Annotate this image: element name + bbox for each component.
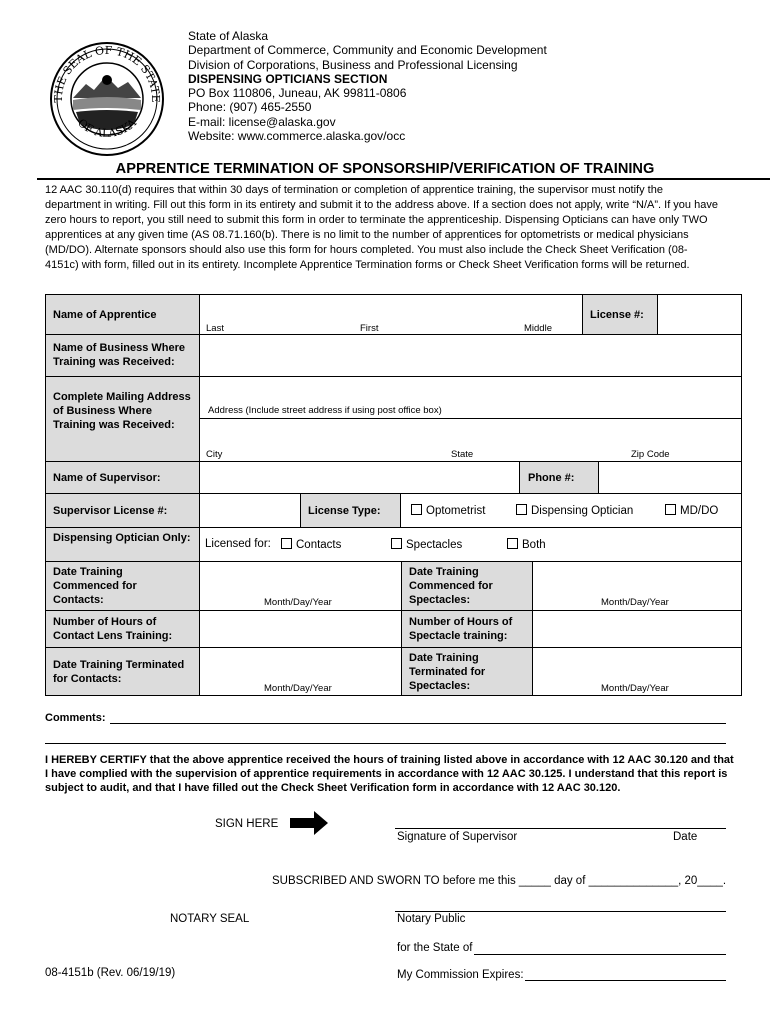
supervisor-label: Name of Supervisor: bbox=[53, 472, 161, 484]
licensed-for-label: Licensed for: bbox=[205, 538, 271, 550]
apprentice-name-field[interactable] bbox=[199, 294, 583, 335]
for-state-label: for the State of bbox=[397, 942, 473, 954]
header-line: Department of Commerce, Community and Economic Development bbox=[188, 43, 547, 58]
date-contacts-label-cell bbox=[45, 561, 200, 611]
sup-license-label: Supervisor License #: bbox=[53, 505, 168, 517]
licensed-for-options bbox=[199, 527, 742, 562]
contact-line: Website: www.commerce.alaska.gov/occ bbox=[188, 129, 406, 144]
date-spectacles-field[interactable] bbox=[532, 561, 742, 611]
mdy-hint: Month/Day/Year bbox=[264, 597, 332, 608]
contacts-label: Contacts bbox=[296, 539, 342, 551]
mdy-hint: Month/Day/Year bbox=[601, 683, 669, 694]
mailing-label: Complete Mailing Address of Business Where Training was Received: bbox=[53, 391, 191, 431]
form-number: 08-4151b (Rev. 06/19/19) bbox=[45, 967, 176, 979]
spectacles-checkbox[interactable] bbox=[391, 538, 462, 551]
both-checkbox[interactable] bbox=[507, 538, 546, 551]
hours-contacts-field[interactable] bbox=[199, 610, 402, 648]
address-hint: Address (Include street address if using post office box) bbox=[208, 405, 442, 416]
mailing-label-cell bbox=[45, 376, 200, 462]
state-seal-logo bbox=[48, 40, 166, 158]
phone-label: Phone #: bbox=[528, 472, 575, 484]
hours-contacts-label-cell bbox=[45, 610, 200, 648]
disp-label-cell bbox=[45, 527, 200, 562]
title-rule bbox=[37, 178, 770, 180]
license-no-label-cell bbox=[582, 294, 658, 335]
header-line: Division of Corporations, Business and Professional Licensing bbox=[188, 57, 518, 72]
commission-label: My Commission Expires: bbox=[397, 969, 524, 981]
apprentice-label-cell bbox=[45, 294, 200, 335]
notary-signature-line[interactable] bbox=[395, 911, 726, 912]
supervisor-signature-line[interactable] bbox=[395, 828, 726, 829]
city-hint: City bbox=[206, 449, 223, 460]
form-title: APPRENTICE TERMINATION OF SPONSORSHIP/VERIFICATION OF TRAINING bbox=[115, 161, 655, 177]
last-name-hint: Last bbox=[206, 323, 224, 334]
supervisor-label-cell bbox=[45, 461, 200, 494]
business-name-field[interactable] bbox=[199, 334, 742, 377]
contacts-checkbox[interactable] bbox=[281, 538, 341, 551]
contact-line: Phone: (907) 465-2550 bbox=[188, 100, 312, 115]
zip-hint: Zip Code bbox=[631, 449, 670, 460]
sworn-statement: SUBSCRIBED AND SWORN TO before me this _____ day of ______________, 20____. bbox=[272, 875, 727, 887]
hours-spectacles-label: Number of Hours of Spectacle training: bbox=[409, 616, 513, 642]
date-contacts-label: Date Training Commenced for Contacts: bbox=[53, 566, 137, 606]
mdy-hint: Month/Day/Year bbox=[264, 683, 332, 694]
comments-line-2[interactable] bbox=[45, 743, 726, 744]
term-contacts-field[interactable] bbox=[199, 647, 402, 696]
contact-line: PO Box 110806, Juneau, AK 99811-0806 bbox=[188, 86, 407, 101]
term-spectacles-label: Date Training Terminated for Spectacles: bbox=[409, 652, 486, 692]
notary-seal-label: NOTARY SEAL bbox=[170, 913, 250, 925]
arrow-right-icon bbox=[290, 811, 330, 835]
contact-line: E-mail: license@alaska.gov bbox=[188, 114, 336, 129]
apprentice-license-field[interactable] bbox=[657, 294, 742, 335]
hours-contacts-label: Number of Hours of Contact Lens Training: bbox=[53, 616, 173, 642]
state-hint: State bbox=[451, 449, 474, 460]
sup-license-label-cell bbox=[45, 493, 200, 528]
seal-top-text: THE SEAL OF THE STATE bbox=[51, 43, 163, 103]
both-label: Both bbox=[522, 539, 546, 551]
business-label-cell bbox=[45, 334, 200, 377]
hours-spectacles-field[interactable] bbox=[532, 610, 742, 648]
optometrist-label: Optometrist bbox=[426, 505, 486, 517]
supervisor-name-field[interactable] bbox=[199, 461, 520, 494]
term-contacts-label: Date Training Terminated for Contacts: bbox=[53, 659, 185, 685]
md-do-label: MD/DO bbox=[680, 505, 719, 517]
intro-paragraph: 12 AAC 30.110(d) requires that within 30 days of termination or completion of apprentice training, the supervisor must notify the department in writing. Fill out this form in its entirety and submit it to the address above. If a section does not apply, write “N/A”. If you have zero hours to report, you still need to submit this form in order to terminate the apprenticeship. Dispensing Opticians can have only TWO apprentices at any given time (AS 08.71.160(b). There is no limit to the number of apprentices for optometrists or medical physicians (MD/DO). Alternate sponsors should also use this form for hours completed. You must also include the Check Sheet Verification (08-4151c) with form, filled out in its entirety. Incomplete Apprentice Termination forms or Check Sheet Verification forms will be returned. bbox=[45, 184, 718, 271]
commission-line[interactable] bbox=[525, 980, 726, 981]
first-name-hint: First bbox=[360, 323, 379, 334]
term-spectacles-label-cell bbox=[401, 647, 533, 696]
middle-name-hint: Middle bbox=[524, 323, 552, 334]
date-spectacles-label: Date Training Commenced for Spectacles: bbox=[409, 566, 493, 606]
address-field[interactable] bbox=[199, 376, 742, 419]
certify-statement: I HEREBY CERTIFY that the above apprentice received the hours of training listed above in accordance with 12 AAC 30.120 and that I have complied with the supervision of apprentice requirements in accordance with 12 AAC 30.125. I understand that this report is subject to audit, and that I have filled out the Check Sheet Verification form in accordance with 12 AAC 30.120. bbox=[45, 754, 734, 794]
date-contacts-field[interactable] bbox=[199, 561, 402, 611]
section-name: DISPENSING OPTICIANS SECTION bbox=[188, 71, 388, 86]
dispensing-optician-checkbox[interactable] bbox=[516, 504, 633, 517]
hours-spectacles-label-cell bbox=[401, 610, 533, 648]
term-contacts-label-cell bbox=[45, 647, 200, 696]
date-spectacles-label-cell bbox=[401, 561, 533, 611]
term-spectacles-field[interactable] bbox=[532, 647, 742, 696]
license-type-label-cell bbox=[300, 493, 401, 528]
apprentice-label: Name of Apprentice bbox=[53, 309, 157, 321]
md-do-checkbox[interactable] bbox=[665, 504, 718, 517]
sign-here-label: SIGN HERE bbox=[215, 818, 279, 830]
disp-label: Dispensing Optician Only: bbox=[53, 532, 191, 544]
optometrist-checkbox[interactable] bbox=[411, 504, 485, 517]
dispensing-optician-label: Dispensing Optician bbox=[531, 505, 634, 517]
license-no-label: License #: bbox=[590, 309, 644, 321]
spectacles-label: Spectacles bbox=[406, 539, 463, 551]
phone-field[interactable] bbox=[598, 461, 742, 494]
sup-license-field[interactable] bbox=[199, 493, 301, 528]
date-label: Date bbox=[673, 831, 698, 843]
state-line[interactable] bbox=[474, 954, 726, 955]
city-state-zip-field[interactable] bbox=[199, 418, 742, 462]
phone-label-cell bbox=[519, 461, 599, 494]
license-type-label: License Type: bbox=[308, 505, 381, 517]
sig-supervisor-label: Signature of Supervisor bbox=[397, 831, 518, 843]
header-address-block bbox=[188, 29, 547, 143]
header-line: State of Alaska bbox=[188, 29, 269, 43]
comments-label: Comments: bbox=[45, 712, 106, 724]
notary-public-label: Notary Public bbox=[397, 913, 466, 925]
seal-bottom-text: OF ALASKA bbox=[75, 116, 139, 140]
mdy-hint: Month/Day/Year bbox=[601, 597, 669, 608]
business-label: Name of Business Where Training was Received: bbox=[53, 342, 186, 368]
license-type-options bbox=[400, 493, 742, 528]
comments-line-1[interactable] bbox=[110, 723, 726, 724]
